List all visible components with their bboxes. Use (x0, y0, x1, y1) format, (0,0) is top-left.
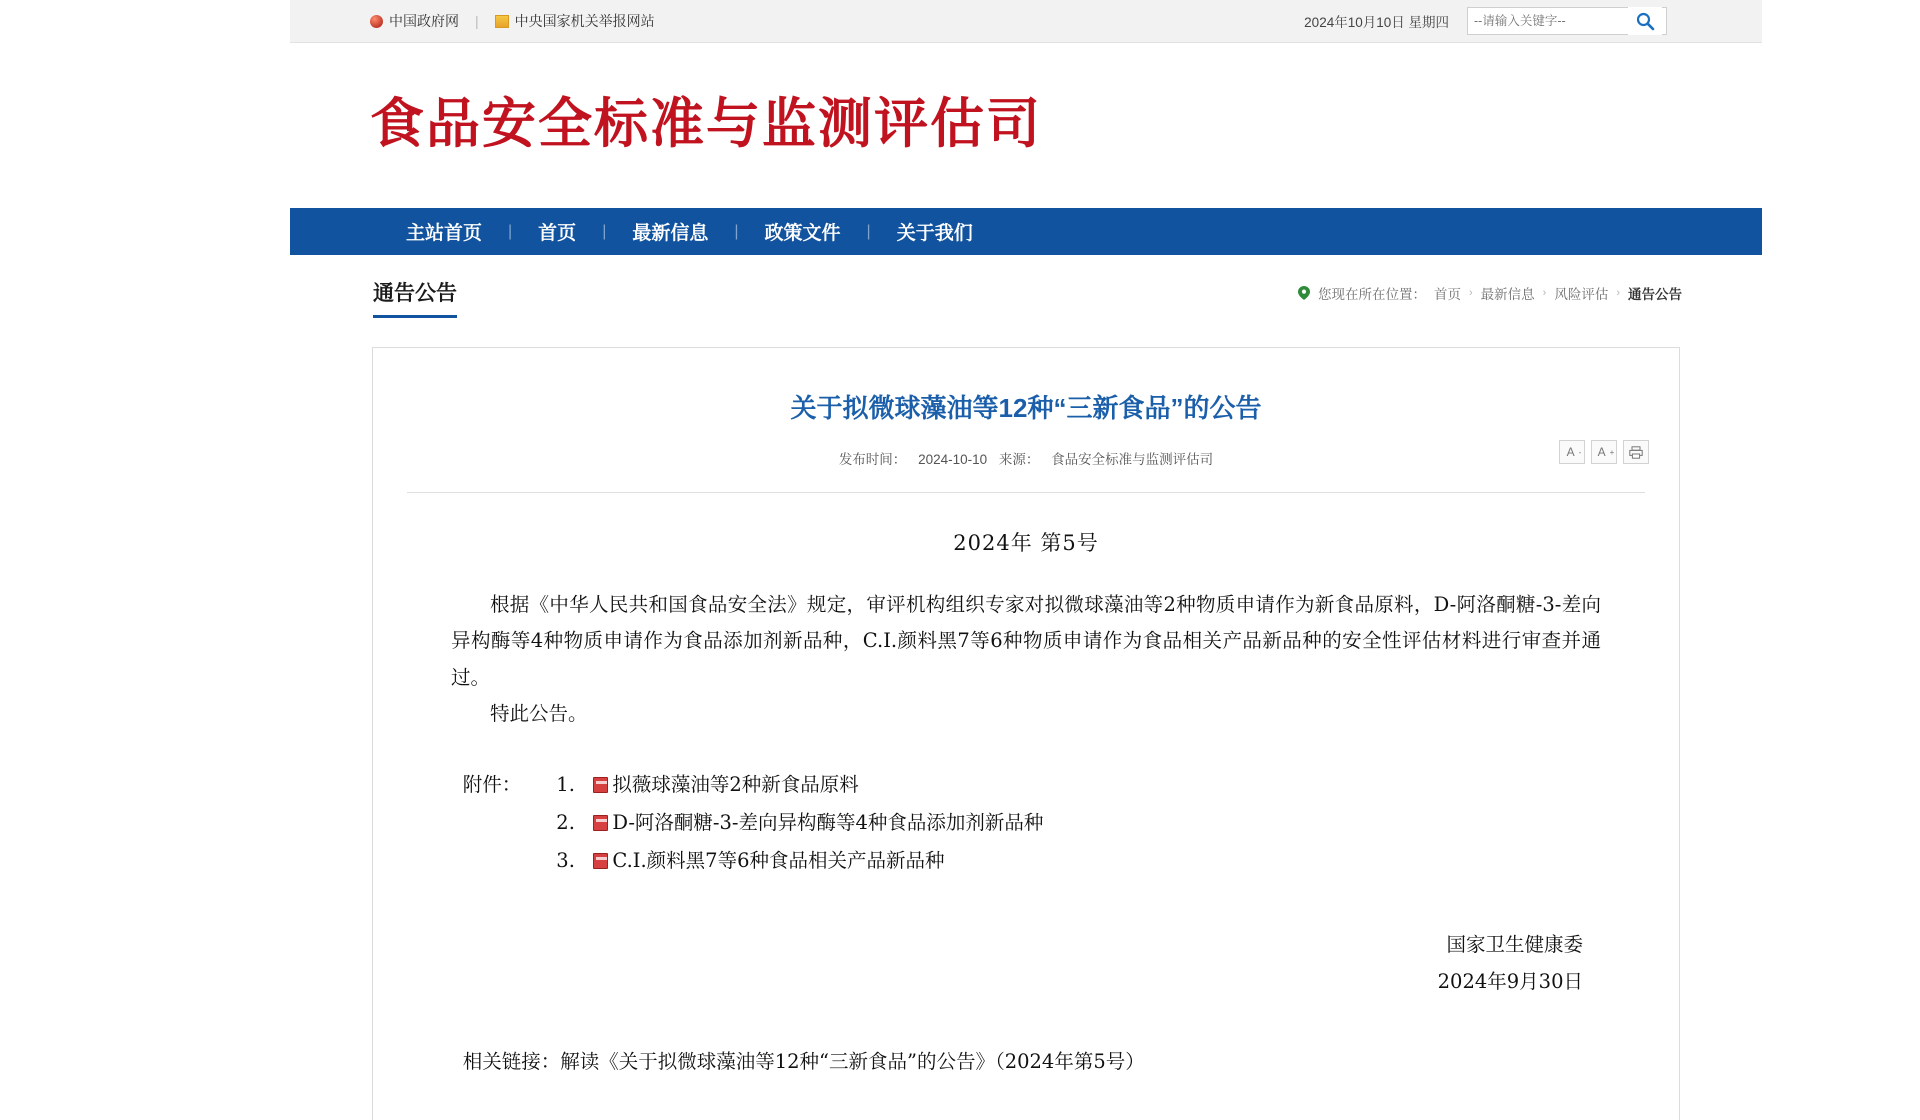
article-card (372, 347, 1680, 1120)
top-links (290, 11, 655, 31)
publish-time-label: 发布时间： (838, 452, 907, 468)
attachment-label-spacer (451, 842, 556, 880)
related-link[interactable]: 解读《关于拟微球藻油等12种“三新食品”的公告》（2024年第5号） (560, 1049, 1145, 1073)
search-box (1467, 7, 1667, 35)
site-title: 食品安全标准与监测评估司 (370, 92, 1042, 155)
breadcrumb-arrow: › (1468, 287, 1473, 299)
page-title: 通告公告 (373, 277, 457, 318)
attachment-link-1[interactable] (593, 766, 858, 804)
related-link-row (451, 1046, 1601, 1074)
font-decrease-label: A (1566, 445, 1575, 460)
attachment-row (451, 766, 1601, 804)
attachment-row (451, 804, 1601, 842)
search-icon (1635, 11, 1655, 31)
breadcrumb-arrow: › (1616, 287, 1620, 299)
report-flag-icon (495, 15, 509, 28)
font-decrease-button[interactable] (1559, 440, 1585, 464)
breadcrumb-arrow: › (1542, 287, 1547, 299)
document-number: 2024年 第5号 (953, 531, 1099, 556)
publish-time-value: 2024-10-10 (918, 452, 988, 468)
nav-separator: | (602, 222, 607, 240)
pdf-file-icon (593, 777, 608, 793)
attachment-row (451, 842, 1601, 880)
nav-item-about[interactable]: 关于我们 (896, 223, 973, 244)
attachment-link-3-label: C.I.颜料黑7等6种食品相关产品新品种 (612, 848, 945, 872)
nav-item-home[interactable]: 首页 (538, 223, 577, 244)
nav-item-main-home[interactable]: 主站首页 (406, 223, 483, 244)
attachment-list (451, 766, 1601, 880)
printer-icon (1629, 446, 1643, 459)
top-right-area (1304, 7, 1762, 35)
article-paragraph-1: 根据《中华人民共和国食品安全法》规定，审评机构组织专家对拟微球藻油等2种物质申请作为新食品原料，D-阿洛酮糖-3-差向异构酶等4种物质申请作为食品添加剂新品种，C.I.颜料黑7等6种物质申请作为食品相关产品新品种的安全性评估材料进行审查并通过。 (451, 593, 1601, 689)
print-button[interactable] (1623, 440, 1649, 464)
attachment-label-spacer (451, 804, 556, 842)
main-navigation (290, 208, 1762, 255)
signature-block (373, 926, 1583, 1000)
attachment-link-2-label: D-阿洛酮糖-3-差向异构酶等4种食品添加剂新品种 (612, 810, 1044, 834)
site-banner (290, 43, 1762, 208)
current-date: 2024年10月10日 星期四 (1304, 15, 1449, 30)
font-decrease-sup: - (1578, 447, 1582, 457)
right-gutter (1762, 0, 1920, 1120)
breadcrumb-prefix: 您现在所在位置： (1317, 287, 1426, 302)
attachment-number: 3. (556, 848, 575, 872)
breadcrumb-item-risk[interactable]: 风险评估 (1554, 287, 1609, 302)
attachment-link-3[interactable] (593, 842, 944, 880)
location-pin-icon (1298, 286, 1310, 300)
top-link-report[interactable] (495, 11, 655, 31)
font-increase-label: A (1597, 445, 1606, 460)
top-link-gov[interactable] (370, 11, 459, 31)
signature-date: 2024年9月30日 (1437, 969, 1583, 993)
gov-dot-icon (370, 15, 383, 28)
left-gutter (0, 0, 290, 1120)
search-button[interactable] (1628, 7, 1662, 35)
nav-item-policy[interactable]: 政策文件 (764, 223, 841, 244)
attachment-number: 1. (556, 772, 575, 796)
nav-separator: | (734, 222, 739, 240)
pdf-file-icon (593, 815, 608, 831)
signature-org: 国家卫生健康委 (1446, 932, 1583, 956)
nav-separator: | (866, 222, 871, 240)
breadcrumb-item-home[interactable]: 首页 (1433, 287, 1461, 302)
meta-divider (407, 492, 1645, 493)
top-link-report-label: 中央国家机关举报网站 (514, 13, 655, 29)
source-label: 来源： (998, 452, 1040, 468)
breadcrumb-row (290, 255, 1762, 335)
breadcrumb-current: 通告公告 (1628, 287, 1682, 302)
article-title: 关于拟微球藻油等12种“三新食品”的公告 (790, 393, 1262, 423)
attachment-list-label: 附件： (462, 772, 522, 796)
attachment-number: 2. (556, 810, 575, 834)
source-value: 食品安全标准与监测评估司 (1051, 452, 1214, 468)
nav-item-latest[interactable]: 最新信息 (632, 223, 709, 244)
article-paragraph-2: 特此公告。 (490, 701, 588, 725)
attachment-link-1-label: 拟薇球藻油等2种新食品原料 (612, 772, 859, 796)
breadcrumb (1298, 283, 1682, 303)
attachment-link-2[interactable] (593, 804, 1043, 842)
top-link-separator: | (475, 13, 479, 29)
breadcrumb-item-latest[interactable]: 最新信息 (1480, 287, 1535, 302)
font-increase-sup: + (1609, 447, 1615, 457)
article-tools (1559, 440, 1649, 464)
font-increase-button[interactable] (1591, 440, 1617, 464)
article-body (451, 587, 1601, 731)
pdf-file-icon (593, 853, 608, 869)
top-link-gov-label: 中国政府网 (389, 13, 459, 29)
search-input[interactable] (1468, 8, 1628, 34)
article-meta (373, 445, 1679, 468)
top-utility-bar (290, 0, 1762, 43)
nav-separator: | (508, 222, 513, 240)
related-link-label: 相关链接： (462, 1049, 561, 1073)
